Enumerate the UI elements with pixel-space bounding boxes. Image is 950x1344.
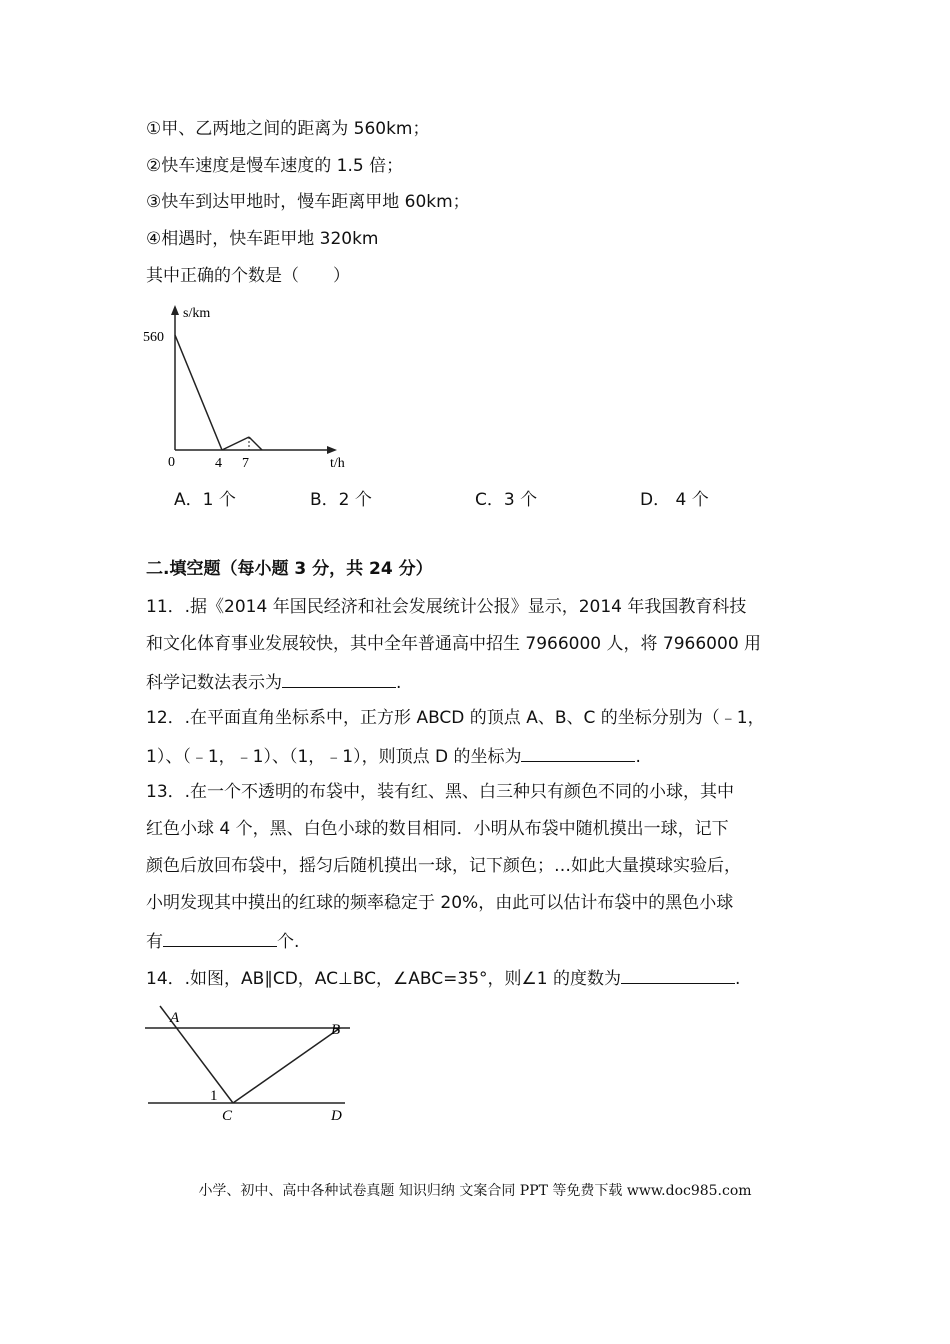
q13-text: 有: [146, 932, 163, 952]
y-tick-label: 560: [143, 330, 164, 345]
q13-line-5: [146, 928, 299, 954]
q13-end: 个.: [277, 932, 300, 952]
label-b: B: [331, 1022, 341, 1038]
y-axis-label: s/km: [183, 306, 211, 321]
y-axis-arrow: [171, 305, 179, 315]
label-angle-1: 1: [210, 1088, 218, 1104]
q12-text: 1）、（﹣1，﹣1）、（1，﹣1），则顶点 D 的坐标为: [146, 747, 522, 767]
q11-line-2: 和文化体育事业发展较快，其中全年普通高中招生 7966000 人，将 7966000 用: [146, 634, 762, 654]
label-a: A: [170, 1010, 180, 1026]
q11-text: 科学记数法表示为: [146, 673, 282, 693]
q12-line-2: [146, 743, 641, 769]
statement-1: ①甲、乙两地之间的距离为 560km；: [146, 119, 430, 139]
graph-segment-2: [222, 437, 249, 450]
q14-answer-blank[interactable]: [621, 965, 735, 984]
distance-time-graph: [140, 298, 360, 478]
q14-text: 14．.如图，AB∥CD，AC⊥BC，∠ABC=35°，则∠1 的度数为: [146, 969, 621, 989]
q11-answer-blank[interactable]: [282, 669, 396, 688]
statement-2: ②快车速度是慢车速度的 1.5 倍；: [146, 156, 404, 176]
graph-segment-1: [175, 335, 222, 450]
q13-line-4: 小明发现其中摸出的红球的频率稳定于 20%，由此可以估计布袋中的黑色小球: [146, 893, 734, 913]
x-axis-label: t/h: [330, 456, 345, 471]
q11-line-1: 11．.据《2014 年国民经济和社会发展统计公报》显示，2014 年我国教育科技: [146, 597, 747, 617]
q14-line-1: [146, 965, 740, 991]
statement-3: ③快车到达甲地时，慢车距离甲地 60km；: [146, 192, 470, 212]
q13-line-1: 13．.在一个不透明的布袋中，装有红、黑、白三种只有颜色不同的小球，其中: [146, 782, 735, 802]
q11-end: .: [396, 673, 402, 693]
label-c: C: [222, 1108, 233, 1124]
statement-4: ④相遇时，快车距甲地 320km: [146, 229, 379, 249]
segment-bc: [233, 1028, 340, 1103]
parallel-lines-diagram: [140, 1000, 355, 1125]
q12-line-1: 12．.在平面直角坐标系中，正方形 ABCD 的顶点 A、B、C 的坐标分别为（﹣1，: [146, 708, 765, 728]
graph-segment-3: [249, 437, 262, 450]
option-a[interactable]: A．1 个: [174, 490, 236, 510]
x-axis-arrow: [327, 446, 337, 454]
q12-end: .: [635, 747, 641, 767]
section-title: 二.填空题（每小题 3 分，共 24 分）: [146, 559, 433, 579]
answer-options: [0, 485, 950, 511]
option-c[interactable]: C．3 个: [475, 490, 538, 510]
x-tick-label-4: 4: [215, 456, 222, 471]
question-prompt: 其中正确的个数是（ ）: [146, 266, 350, 286]
page-footer: 小学、初中、高中各种试卷真题 知识归纳 文案合同 PPT 等免费下载 www.doc985.com: [198, 1183, 752, 1199]
option-b[interactable]: B．2 个: [310, 490, 372, 510]
q11-line-3: [146, 669, 401, 695]
origin-label: 0: [168, 455, 175, 470]
q13-line-2: 红色小球 4 个，黑、白色小球的数目相同．小明从布袋中随机摸出一球，记下: [146, 819, 729, 839]
q13-answer-blank[interactable]: [163, 928, 277, 947]
label-d: D: [331, 1108, 342, 1124]
q13-line-3: 颜色后放回布袋中，摇匀后随机摸出一球，记下颜色；…如此大量摸球实验后，: [146, 856, 741, 876]
option-d[interactable]: D． 4 个: [640, 490, 709, 510]
x-tick-label-7: 7: [242, 456, 249, 471]
q14-end: .: [734, 969, 741, 989]
q12-answer-blank[interactable]: [521, 743, 635, 762]
